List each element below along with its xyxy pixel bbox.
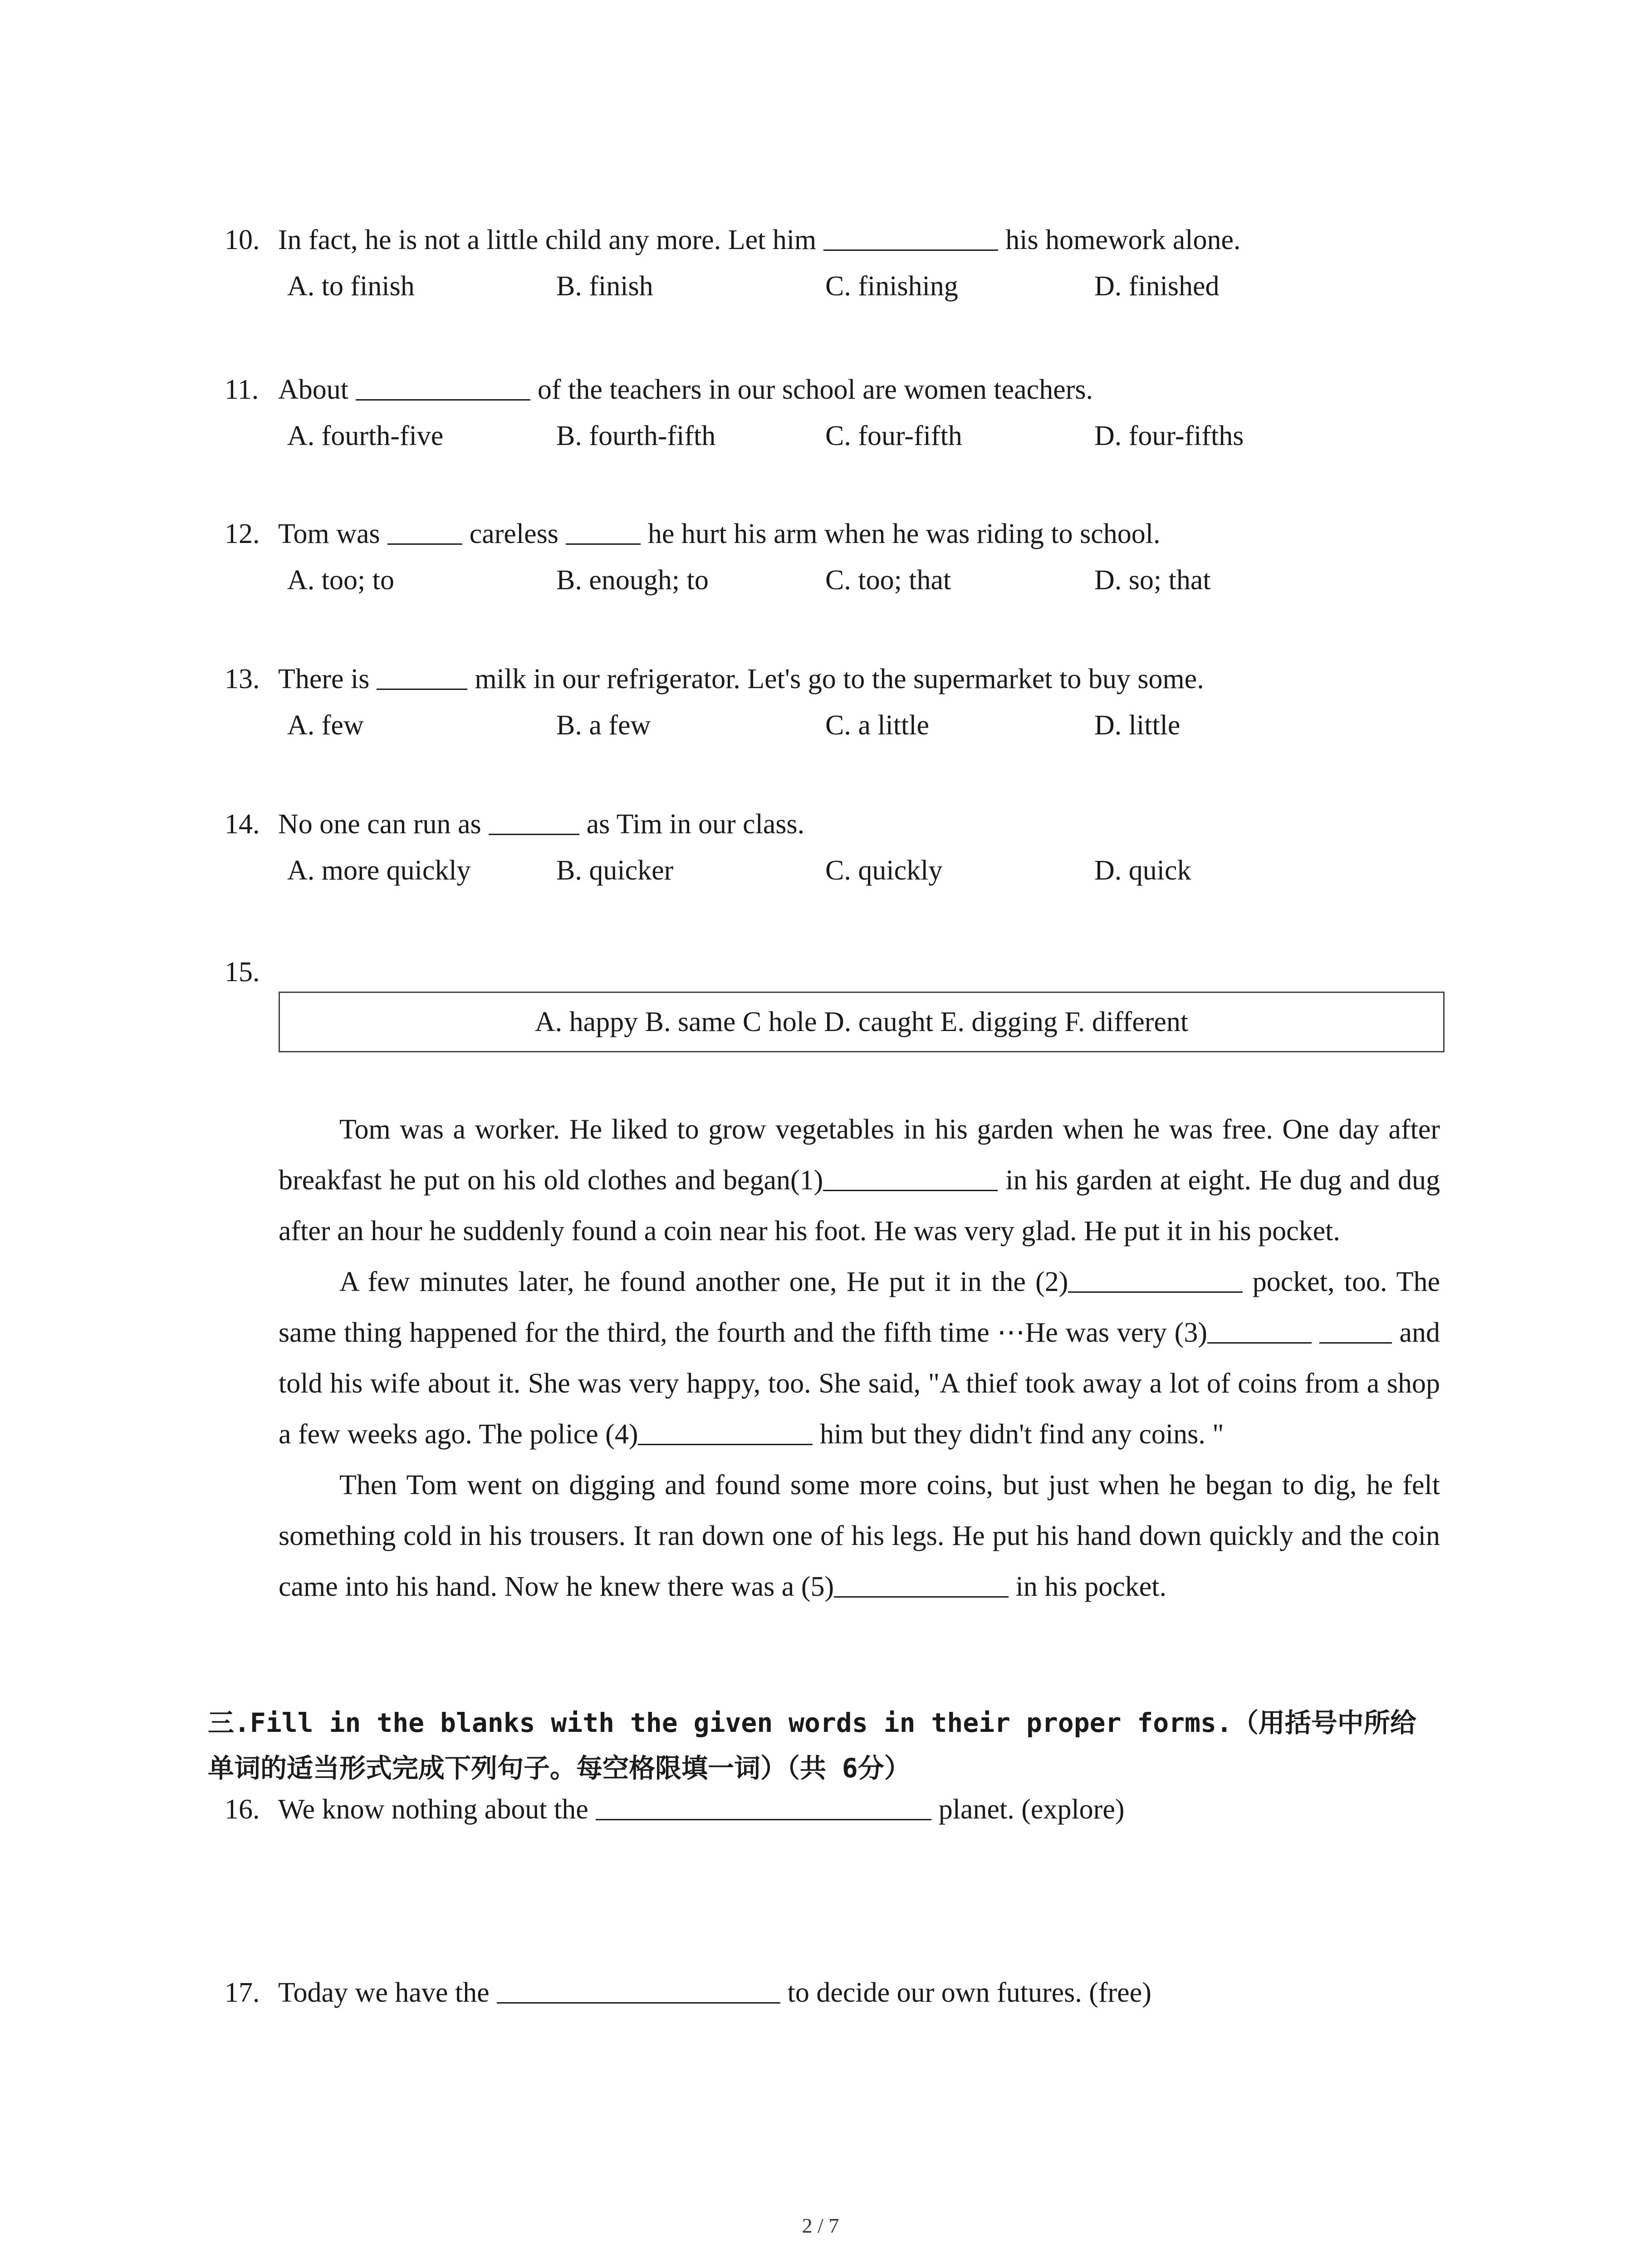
answer-blank[interactable] [356,399,530,401]
passage-text: A few minutes later, he found another one, He put it in the (2) [339,1266,1068,1297]
option-b[interactable]: B. finish [556,271,653,302]
option-a[interactable]: A. few [287,710,364,741]
passage-paragraph-1 [279,1104,1440,1256]
answer-blank[interactable] [377,688,467,690]
question-text: There is [278,664,370,694]
section-3-heading: 三.Fill in the blanks with the given words in their proper forms.（用括号中所给单词的适当形式完成下列句子。每空格限填一词）（共 6分） [208,1707,1416,1784]
answer-blank[interactable] [566,543,641,545]
question-16 [225,1795,1450,1823]
option-d[interactable]: D. four-fifths [1094,420,1244,451]
options [287,422,1450,450]
option-a[interactable]: A. fourth-five [287,420,444,451]
option-b[interactable]: B. a few [556,710,651,741]
passage-text: him but they didn't find any coins. " [819,1419,1224,1450]
question-10 [225,226,1450,300]
question-number: 16. [225,1794,260,1825]
question-text: careless [469,518,558,549]
option-b[interactable]: B. quicker [556,855,674,886]
question-number: 15. [225,957,260,987]
question-text: of the teachers in our school are women teachers. [538,374,1093,405]
answer-blank[interactable] [489,833,579,835]
answer-blank-2[interactable] [1068,1291,1243,1293]
answer-blank[interactable] [823,249,998,251]
question-number: 10. [225,225,260,255]
question-text: No one can run as [278,809,481,840]
answer-blank-5[interactable] [834,1596,1009,1598]
question-11 [225,376,1450,450]
passage-text: Then Tom went on digging and found some more coins, but just when he began to dig, he felt something cold in his trousers. It ran down one of his legs. He put his hand down quickly and the coin came into his hand. Now he knew there was a (5) [279,1470,1440,1602]
answer-blank-1[interactable] [823,1189,998,1191]
option-c[interactable]: C. too; that [825,565,951,596]
question-text: Today we have the [278,1977,490,2008]
passage-text: in his pocket. [1015,1571,1166,1602]
passage-text: and told his wife about it. She was very happy, too. She said, "A thief took away a lot of coins from a shop a few weeks ago. The police (4) [279,1317,1440,1450]
question-text: About [278,374,348,405]
option-c[interactable]: C. a little [825,710,930,741]
option-c[interactable]: C. quickly [825,855,943,886]
answer-blank-3-continued[interactable] [1319,1342,1392,1344]
answer-blank[interactable] [387,543,462,545]
option-a[interactable]: A. more quickly [287,855,471,886]
option-a[interactable]: A. too; to [287,565,394,596]
question-text: to decide our own futures. (free) [787,1977,1151,2008]
question-text: as Tim in our class. [586,809,805,840]
question-14 [225,810,1450,885]
option-b[interactable]: B. enough; to [556,565,709,596]
passage-paragraph-2 [279,1256,1440,1460]
question-text: We know nothing about the [278,1794,588,1825]
question-text: his homework alone. [1005,225,1241,255]
answer-blank-4[interactable] [638,1443,813,1445]
question-12 [225,520,1450,594]
answer-blank[interactable] [497,2002,780,2004]
option-d[interactable]: D. so; that [1094,565,1211,596]
question-number: 11. [225,374,259,405]
answer-blank-3[interactable] [1207,1342,1312,1344]
option-b[interactable]: B. fourth-fifth [556,420,716,451]
question-text: planet. (explore) [938,1794,1125,1825]
question-number: 17. [225,1977,260,2008]
answer-blank[interactable] [596,1818,931,1820]
question-15 [225,958,1450,986]
passage-text: in his garden at eight. He dug and dug after an hour he suddenly found a coin near his foot. He was very glad. He put it in his pocket. [279,1165,1440,1246]
question-text: Tom was [278,518,380,549]
passage-paragraph-3 [279,1460,1440,1612]
option-d[interactable]: D. finished [1094,271,1220,302]
question-text: milk in our refrigerator. Let's go to the supermarket to buy some. [475,664,1204,694]
page-indicator: 2 / 7 [802,2214,839,2237]
options [287,272,1450,300]
cloze-passage [279,1104,1440,1612]
option-a[interactable]: A. to finish [287,271,415,302]
question-number: 14. [225,809,260,840]
question-text: he hurt his arm when he was riding to school. [647,518,1161,549]
question-number: 13. [225,664,260,694]
options [287,566,1450,594]
question-17 [225,1979,1450,2007]
options [287,711,1450,739]
word-bank-text: A. happy B. same C hole D. caught E. digging F. different [534,1006,1189,1037]
options [287,856,1450,885]
question-text: In fact, he is not a little child any more. Let him [278,225,817,255]
option-d[interactable]: D. little [1094,710,1181,741]
option-c[interactable]: C. four-fifth [825,420,962,451]
word-bank-box [279,992,1445,1052]
option-d[interactable]: D. quick [1094,855,1191,886]
question-13 [225,665,1450,739]
option-c[interactable]: C. finishing [825,271,958,302]
passage-text: pocket, too. The same thing happened for the third, the fourth and the fifth time ⋯He was very (3) [279,1266,1440,1348]
passage-text: Tom was a worker. He liked to grow vegetables in his garden when he was free. One day after breakfast he put on his old clothes and began(1) [279,1114,1440,1196]
question-number: 12. [225,518,260,549]
